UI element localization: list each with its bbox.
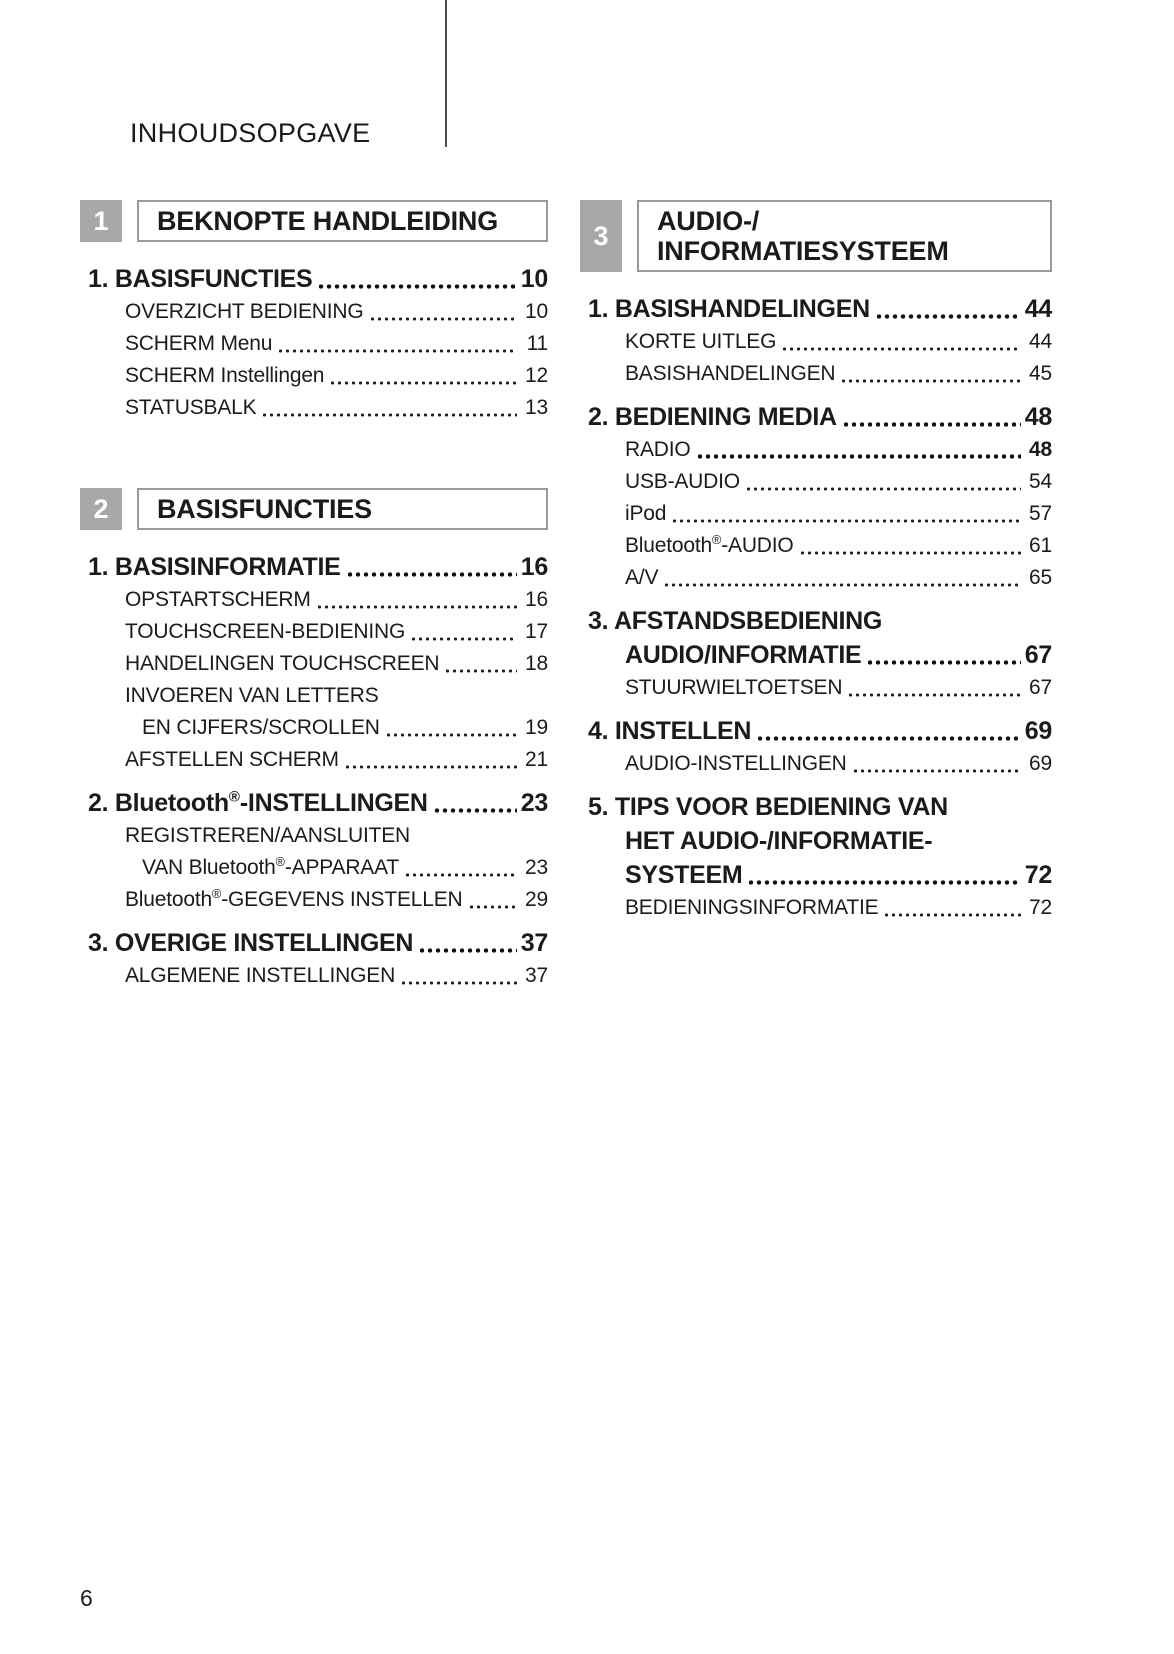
entry-page-number: 44 xyxy=(1029,330,1052,353)
chapter-marker-3 xyxy=(580,200,1052,272)
entry-label: KORTE UITLEG xyxy=(625,330,777,353)
entry-label: 1. BASISHANDELINGEN xyxy=(588,295,870,323)
entry-label: USB-AUDIO xyxy=(625,470,740,493)
entry-page-number: 69 xyxy=(1029,752,1052,775)
chapter-title-line: BEKNOPTE HANDLEIDING xyxy=(157,206,499,236)
toc-column-right xyxy=(580,200,1052,992)
entry-label: EN CIJFERS/SCROLLEN xyxy=(142,716,380,739)
entry-page-number: 19 xyxy=(525,716,548,739)
toc-entry xyxy=(580,434,1052,466)
dot-leader xyxy=(671,498,1021,530)
entry-page-number: 37 xyxy=(525,964,548,987)
entry-label: BASISHANDELINGEN xyxy=(625,362,836,385)
dot-leader xyxy=(663,562,1021,594)
entry-label: RADIO xyxy=(625,438,691,461)
toc-entry xyxy=(580,714,1052,748)
entry-page-number: 13 xyxy=(525,396,548,419)
entry-label: INVOEREN VAN LETTERS xyxy=(125,684,379,707)
dot-leader xyxy=(385,712,517,744)
toc-entry xyxy=(80,786,548,820)
chapter-number-tab: 1 xyxy=(80,200,122,242)
dot-leader xyxy=(418,926,517,960)
entry-label: 3. AFSTANDSBEDIENING xyxy=(588,607,883,635)
entry-label: TOUCHSCREEN-BEDIENING xyxy=(125,620,406,643)
dot-leader xyxy=(404,852,517,884)
toc-entry xyxy=(580,638,1052,672)
entry-label: SYSTEEM xyxy=(625,861,743,889)
entry-label: HET AUDIO-/INFORMATIE- xyxy=(625,827,933,855)
entry-page-number: 57 xyxy=(1029,502,1052,525)
toc-entry xyxy=(580,672,1052,704)
header-divider-line xyxy=(445,0,447,147)
entry-label: 2. Bluetooth®-INSTELLINGEN xyxy=(88,788,428,817)
entry-label: REGISTREREN/AANSLUITEN xyxy=(125,824,410,847)
entry-label: 5. TIPS VOOR BEDIENING VAN xyxy=(588,793,948,821)
toc-entry xyxy=(80,852,548,884)
entry-label: SCHERM Instellingen xyxy=(125,364,325,387)
registered-trademark-symbol: ® xyxy=(228,788,240,806)
toc-column-left xyxy=(80,200,548,992)
toc-entry xyxy=(580,292,1052,326)
entry-label: VAN Bluetooth®-APPARAAT xyxy=(142,855,399,879)
entry-page-number: 23 xyxy=(525,856,548,879)
dot-leader xyxy=(400,960,517,992)
entry-page-number: 72 xyxy=(1024,861,1052,889)
entry-label: 1. BASISFUNCTIES xyxy=(88,265,313,293)
entry-page-number: 61 xyxy=(1029,534,1052,557)
entry-page-number: 29 xyxy=(525,888,548,911)
entry-page-number: 69 xyxy=(1024,717,1052,745)
entry-label: HANDELINGEN TOUCHSCREEN xyxy=(125,652,440,675)
dot-leader xyxy=(875,292,1021,326)
dot-leader xyxy=(745,466,1021,498)
entry-label: OVERZICHT BEDIENING xyxy=(125,300,364,323)
chapter-marker-1 xyxy=(80,200,548,242)
entry-page-number: 17 xyxy=(525,620,548,643)
entry-label: iPod xyxy=(625,502,667,525)
dot-leader xyxy=(316,584,517,616)
dot-leader xyxy=(261,392,517,424)
chapter-title-line: BASISFUNCTIES xyxy=(157,494,372,524)
entry-label: 1. BASISINFORMATIE xyxy=(88,553,341,581)
entry-page-number: 44 xyxy=(1024,295,1052,323)
entry-label: ALGEMENE INSTELLINGEN xyxy=(125,964,396,987)
entry-page-number: 23 xyxy=(520,789,548,817)
dot-leader xyxy=(696,434,1021,466)
entry-label: 4. INSTELLEN xyxy=(588,717,752,745)
dot-leader xyxy=(883,892,1021,924)
entry-page-number: 65 xyxy=(1029,566,1052,589)
entry-page-number: 12 xyxy=(525,364,548,387)
registered-trademark-symbol: ® xyxy=(275,855,285,869)
toc-entry xyxy=(80,616,548,648)
entry-page-number: 10 xyxy=(520,265,548,293)
entry-page-number: 67 xyxy=(1029,676,1052,699)
entry-label: STUURWIELTOETSEN xyxy=(625,676,843,699)
entry-page-number: 67 xyxy=(1024,641,1052,669)
toc-entry xyxy=(80,550,548,584)
toc-entry xyxy=(580,498,1052,530)
dot-leader xyxy=(410,616,517,648)
toc-entry xyxy=(580,748,1052,780)
entry-label: AFSTELLEN SCHERM xyxy=(125,748,339,771)
toc-entry xyxy=(80,328,548,360)
toc-columns xyxy=(80,200,1052,992)
registered-trademark-symbol: ® xyxy=(711,533,722,547)
toc-entry xyxy=(580,358,1052,390)
toc-entry xyxy=(580,466,1052,498)
toc-entry xyxy=(580,892,1052,924)
toc-entry xyxy=(580,604,1052,638)
registered-trademark-symbol: ® xyxy=(211,887,222,901)
page-title: INHOUDSOPGAVE xyxy=(130,118,371,149)
entry-label: AUDIO/INFORMATIE xyxy=(625,641,862,669)
entry-label: OPSTARTSCHERM xyxy=(125,588,311,611)
entry-label: AUDIO-INSTELLINGEN xyxy=(625,752,847,775)
dot-leader xyxy=(433,786,517,820)
dot-leader xyxy=(344,744,517,776)
toc-entry xyxy=(580,824,1052,858)
dot-leader xyxy=(317,262,517,296)
toc-entry xyxy=(580,400,1052,434)
chapter-title-line: INFORMATIESYSTEEM xyxy=(657,236,949,266)
dot-leader xyxy=(781,326,1021,358)
page-number: 6 xyxy=(80,1585,93,1611)
entry-page-number: 11 xyxy=(526,332,548,355)
entry-page-number: 18 xyxy=(525,652,548,675)
toc-entry xyxy=(80,884,548,916)
toc-entry xyxy=(80,296,548,328)
toc-entry xyxy=(80,680,548,712)
dot-leader xyxy=(346,550,518,584)
entry-page-number: 37 xyxy=(520,929,548,957)
dot-leader xyxy=(799,530,1021,562)
entry-page-number: 16 xyxy=(520,553,548,581)
dot-leader xyxy=(444,648,517,680)
toc-entry xyxy=(80,584,548,616)
dot-leader xyxy=(847,672,1021,704)
toc-entry xyxy=(80,360,548,392)
dot-leader xyxy=(842,400,1021,434)
chapter-title-box xyxy=(137,488,548,530)
chapter-number-tab: 3 xyxy=(580,200,622,272)
entry-label: BEDIENINGSINFORMATIE xyxy=(625,896,879,919)
entry-page-number: 72 xyxy=(1029,896,1052,919)
entry-label: SCHERM Menu xyxy=(125,332,273,355)
dot-leader xyxy=(866,638,1021,672)
dot-leader xyxy=(369,296,517,328)
toc-entry xyxy=(580,790,1052,824)
toc-entry xyxy=(80,392,548,424)
toc-entry xyxy=(580,858,1052,892)
dot-leader xyxy=(747,858,1021,892)
entry-label: Bluetooth®-AUDIO xyxy=(625,533,794,557)
entry-page-number: 10 xyxy=(525,300,548,323)
entry-label: 3. OVERIGE INSTELLINGEN xyxy=(88,929,414,957)
dot-leader xyxy=(756,714,1021,748)
toc-entry xyxy=(80,960,548,992)
toc-entry xyxy=(80,648,548,680)
toc-entry xyxy=(80,262,548,296)
dot-leader xyxy=(840,358,1021,390)
toc-entry xyxy=(580,326,1052,358)
entry-page-number: 48 xyxy=(1029,438,1052,461)
toc-entry xyxy=(580,530,1052,562)
dot-leader xyxy=(852,748,1021,780)
chapter-title-box xyxy=(637,200,1052,272)
dot-leader xyxy=(468,884,518,916)
dot-leader xyxy=(277,328,517,360)
chapter-marker-2 xyxy=(80,488,548,530)
entry-label: Bluetooth®-GEGEVENS INSTELLEN xyxy=(125,887,463,911)
entry-label: A/V xyxy=(625,566,659,589)
toc-entry xyxy=(80,820,548,852)
toc-entry xyxy=(80,926,548,960)
entry-page-number: 45 xyxy=(1029,362,1052,385)
toc-entry xyxy=(580,562,1052,594)
dot-leader xyxy=(329,360,517,392)
entry-page-number: 16 xyxy=(525,588,548,611)
chapter-number-tab: 2 xyxy=(80,488,122,530)
chapter-title-box xyxy=(137,200,548,242)
entry-page-number: 54 xyxy=(1029,470,1052,493)
entry-label: STATUSBALK xyxy=(125,396,257,419)
toc-entry xyxy=(80,712,548,744)
entry-page-number: 21 xyxy=(525,748,548,771)
entry-label: 2. BEDIENING MEDIA xyxy=(588,403,837,431)
toc-entry xyxy=(80,744,548,776)
chapter-title-line: AUDIO-/ xyxy=(657,206,760,236)
entry-page-number: 48 xyxy=(1024,403,1052,431)
